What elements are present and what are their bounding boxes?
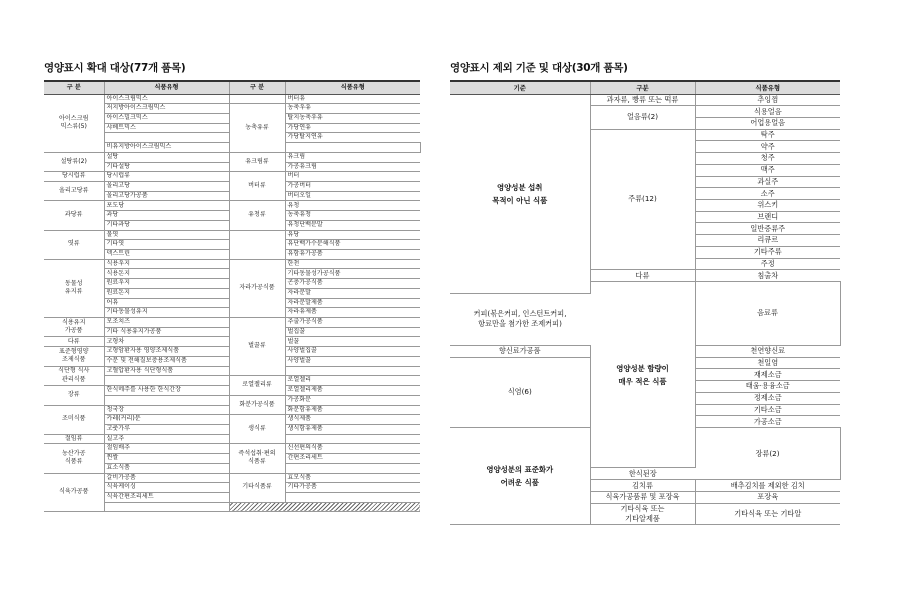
- food-type-cell: 로열젤리: [285, 376, 420, 386]
- category-cell: 장류: [44, 386, 104, 405]
- nutrition-label-exclusion-table: [450, 80, 840, 525]
- food-type-cell: 청국장: [104, 405, 229, 415]
- category-cell: 식용유지 가공품: [44, 318, 104, 337]
- food-type-cell: 포도당: [104, 201, 229, 211]
- food-type-cell: 어업용얼음: [695, 117, 840, 129]
- food-type-cell: 유당: [285, 230, 420, 240]
- division-cell: 식염(6): [450, 357, 590, 427]
- food-type-cell: 사양벌꿀: [285, 356, 420, 366]
- food-type-cell: 한식된장: [590, 468, 695, 480]
- food-type-cell: [104, 395, 229, 405]
- division-cell: 향신료가공품: [450, 345, 590, 357]
- food-type-cell: [285, 463, 420, 473]
- food-type-cell: 당시럽류: [104, 172, 229, 182]
- food-type-cell: 태움·용융소금: [695, 381, 840, 393]
- food-type-cell: 탈지농축우유: [285, 113, 420, 123]
- header-category-2: 구 분: [229, 81, 285, 94]
- food-type-cell: 청주: [695, 153, 840, 165]
- food-type-cell: 포장육: [695, 491, 840, 503]
- category-cell: [229, 94, 285, 104]
- food-type-cell: 비유지방아이스크림믹스: [104, 143, 229, 153]
- food-type-cell: 가공소금: [695, 416, 840, 428]
- category-cell: 화분가공식품: [229, 395, 285, 414]
- category-cell: 식육가공품: [44, 473, 104, 512]
- category-cell: 식단형 식사 관리식품: [44, 366, 104, 385]
- food-type-cell: 저지방아이스크림믹스: [104, 104, 229, 114]
- category-cell: 자라가공식품: [229, 259, 285, 317]
- food-type-cell: 식용우지: [104, 259, 229, 269]
- food-type-cell: 버터오일: [285, 191, 420, 201]
- food-type-cell: 탁주: [695, 129, 840, 141]
- food-type-cell: 추출가공식품: [285, 318, 420, 328]
- food-type-cell: 고춧가루: [104, 424, 229, 434]
- food-type-cell: 한식메주를 사용한 한식간장: [104, 386, 229, 396]
- division-cell: 음료류: [695, 282, 840, 346]
- food-type-cell: 갈비가공품: [104, 473, 229, 483]
- header-category-1: 구 분: [44, 81, 104, 94]
- food-type-cell: 자라분말제품: [285, 298, 420, 308]
- food-type-cell: 기타식육 또는 기타알: [695, 503, 840, 524]
- food-type-cell: 가공버터: [285, 181, 420, 191]
- table-row: [44, 94, 420, 104]
- food-type-cell: 기타과당: [104, 220, 229, 230]
- food-type-cell: 위스키: [695, 199, 840, 211]
- food-type-cell: 가당탈지연유: [285, 133, 420, 143]
- food-type-cell: 실고추: [104, 434, 229, 444]
- division-cell: 과자류, 빵류 또는 떡류: [590, 94, 695, 106]
- hatched-empty-cell: [229, 502, 420, 512]
- right-table-title: 영양표시 제외 기준 및 대상(30개 품목): [450, 62, 628, 74]
- table-row: [44, 444, 420, 454]
- category-cell: 생식류: [229, 415, 285, 444]
- table-row: [44, 152, 420, 162]
- food-type-cell: 올리고당: [104, 181, 229, 191]
- food-type-cell: 버터: [285, 172, 420, 182]
- food-type-cell: [104, 502, 229, 512]
- food-type-cell: 약주: [695, 141, 840, 153]
- food-type-cell: 원료우지: [104, 279, 229, 289]
- header-food-type-2: 식품유형: [285, 81, 420, 94]
- food-type-cell: [285, 492, 420, 502]
- food-type-cell: 소주: [695, 188, 840, 200]
- food-type-cell: 기타소금: [695, 404, 840, 416]
- nutrition-label-expansion-table: [44, 80, 420, 512]
- food-type-cell: 샤베트믹스: [104, 123, 229, 133]
- category-cell: 설탕류(2): [44, 152, 104, 171]
- table-row: [44, 172, 420, 182]
- category-cell: 올리고당류: [44, 181, 104, 200]
- division-cell: 김치류: [590, 480, 695, 492]
- food-type-cell: 고혈압환자용 식단형식품: [104, 366, 229, 376]
- food-type-cell: 고형차: [104, 337, 229, 347]
- food-type-cell: 올리고당가공품: [104, 191, 229, 201]
- criterion-cell: 영양성분 섭취 목적이 아닌 식품: [450, 94, 590, 293]
- food-type-cell: 유함유가공품: [285, 250, 420, 260]
- food-type-cell: 천연향신료: [695, 345, 840, 357]
- header-division: 구분: [590, 81, 695, 94]
- category-cell: [229, 230, 285, 259]
- food-type-cell: 아이스크림믹스: [104, 94, 229, 104]
- food-type-cell: 생식함유제품: [285, 424, 420, 434]
- food-type-cell: 식육간편조리세트: [104, 492, 229, 502]
- food-type-cell: 천일염: [695, 357, 840, 369]
- food-type-cell: 유크림: [285, 152, 420, 162]
- food-type-cell: 자라유제품: [285, 308, 420, 318]
- food-type-cell: 한천: [285, 259, 420, 269]
- food-type-cell: [104, 376, 229, 386]
- food-type-cell: 식육케이싱: [104, 483, 229, 493]
- food-type-cell: 유단백가수분해식품: [285, 240, 420, 250]
- category-cell: 농축유류: [229, 104, 285, 153]
- division-cell: 주류(12): [590, 129, 695, 270]
- food-type-cell: 덱스트린: [104, 250, 229, 260]
- header-food-type-1: 식품유형: [104, 81, 229, 94]
- category-cell: 동물성 유지류: [44, 259, 104, 317]
- food-type-cell: 모조치즈: [104, 318, 229, 328]
- food-type-cell: 효모식품: [285, 473, 420, 483]
- division-cell: 기타식육 또는 기타알제품: [590, 503, 695, 524]
- food-type-cell: 버터유: [285, 94, 420, 104]
- food-type-cell: 정제소금: [695, 392, 840, 404]
- food-type-cell: 기타엿: [104, 240, 229, 250]
- food-type-cell: [104, 133, 229, 143]
- food-type-cell: 기타주류: [695, 246, 840, 258]
- food-type-cell: 설탕: [104, 152, 229, 162]
- food-type-cell: 기타가공품: [285, 483, 420, 493]
- food-type-cell: 식용얼음: [695, 106, 840, 118]
- category-cell: 유크림류: [229, 152, 285, 171]
- division-cell: 얼음류(2): [590, 106, 695, 129]
- category-cell: [285, 143, 420, 153]
- food-type-cell: 재제소금: [695, 369, 840, 381]
- food-type-cell: 고형암환자용 영양조제식품: [104, 347, 229, 357]
- category-cell: 아이스크림 믹스류(5): [44, 94, 104, 152]
- food-type-cell: 주정: [695, 258, 840, 270]
- left-table-title: 영양표시 확대 대상(77개 품목): [44, 62, 186, 74]
- food-type-cell: 기타동물성가공식품: [285, 269, 420, 279]
- food-type-cell: 카레(커리)분: [104, 415, 229, 425]
- food-type-cell: 벌집꿀: [285, 327, 420, 337]
- food-type-cell: 자라분말: [285, 288, 420, 298]
- food-type-cell: 곤충가공식품: [285, 279, 420, 289]
- food-type-cell: 과당: [104, 211, 229, 221]
- table-header-row: [44, 81, 420, 94]
- category-cell: 유청류: [229, 201, 285, 230]
- food-type-cell: 배추김치를 제외한 김치: [695, 480, 840, 492]
- food-type-cell: 식용돈지: [104, 269, 229, 279]
- food-type-cell: 유청단백분말: [285, 220, 420, 230]
- food-type-cell: 가공화분: [285, 395, 420, 405]
- header-food-type: 식품유형: [695, 81, 840, 94]
- division-cell: 다류: [590, 270, 695, 282]
- food-type-cell: 유청: [285, 201, 420, 211]
- table-row: [44, 259, 420, 269]
- food-type-cell: 화분함유제품: [285, 405, 420, 415]
- food-type-cell: 가당연유: [285, 123, 420, 133]
- food-type-cell: 신선편의식품: [285, 444, 420, 454]
- table-row: [44, 473, 420, 483]
- food-type-cell: 수분 및 전해질보충용조제식품: [104, 356, 229, 366]
- food-type-cell: 절임배추: [104, 444, 229, 454]
- category-cell: 즉석섭취·편의 식품류: [229, 444, 285, 473]
- category-cell: 절임류: [44, 434, 104, 444]
- table-header-row: [450, 81, 840, 94]
- food-type-cell: 커피(볶은커피, 인스턴트커피, 항료만을 첨가한 조제커피): [450, 293, 590, 345]
- food-type-cell: 물엿: [104, 230, 229, 240]
- food-type-cell: 기타 식용유지가공품: [104, 327, 229, 337]
- header-criterion: 기준: [450, 81, 590, 94]
- food-type-cell: 원료돈지: [104, 288, 229, 298]
- criterion-cell: 영양성분의 표준화가 어려운 식품: [450, 427, 590, 524]
- food-type-cell: 추잉껌: [695, 94, 840, 106]
- category-cell: 과당류: [44, 201, 104, 230]
- category-cell: 당시럽류: [44, 172, 104, 182]
- food-type-cell: 찐쌀: [104, 454, 229, 464]
- food-type-cell: 어유: [104, 298, 229, 308]
- category-cell: 버터류: [229, 172, 285, 201]
- food-type-cell: 로열젤리제품: [285, 386, 420, 396]
- food-type-cell: 기타설탕: [104, 162, 229, 172]
- category-cell: 로열젤리류: [229, 376, 285, 395]
- food-type-cell: 가공유크림: [285, 162, 420, 172]
- category-cell: 다류: [44, 337, 104, 347]
- table-row: [450, 94, 840, 106]
- food-type-cell: 효소식품: [104, 463, 229, 473]
- food-type-cell: 생식제품: [285, 415, 420, 425]
- food-type-cell: 맥주: [695, 164, 840, 176]
- food-type-cell: 아이스밀크믹스: [104, 113, 229, 123]
- category-cell: 기타식품류: [229, 473, 285, 502]
- category-cell: 표준형영양 조제식품: [44, 347, 104, 366]
- food-type-cell: 브랜디: [695, 211, 840, 223]
- category-cell: 엿류: [44, 230, 104, 259]
- food-type-cell: 사양벌집꿀: [285, 347, 420, 357]
- food-type-cell: [285, 434, 420, 444]
- food-type-cell: 농축유청: [285, 211, 420, 221]
- category-cell: 조미식품: [44, 405, 104, 434]
- food-type-cell: [285, 366, 420, 376]
- food-type-cell: 기타동물성유지: [104, 308, 229, 318]
- food-type-cell: 간편조리세트: [285, 454, 420, 464]
- table-row: [44, 230, 420, 240]
- food-type-cell: 벌꿀: [285, 337, 420, 347]
- table-row: [44, 201, 420, 211]
- criterion-cell: 영양성분 함량이 매우 적은 식품: [590, 282, 695, 468]
- food-type-cell: 리큐르: [695, 235, 840, 247]
- division-cell: 식육가공품류 및 포장육: [590, 491, 695, 503]
- table-row: [44, 318, 420, 328]
- category-cell: 벌꿀류: [229, 318, 285, 376]
- category-cell: 농산가공 식품류: [44, 444, 104, 473]
- food-type-cell: 농축우유: [285, 104, 420, 114]
- food-type-cell: 과실주: [695, 176, 840, 188]
- food-type-cell: 일반증류주: [695, 223, 840, 235]
- food-type-cell: 침출차: [695, 270, 840, 282]
- division-cell: 장류(2): [695, 427, 840, 479]
